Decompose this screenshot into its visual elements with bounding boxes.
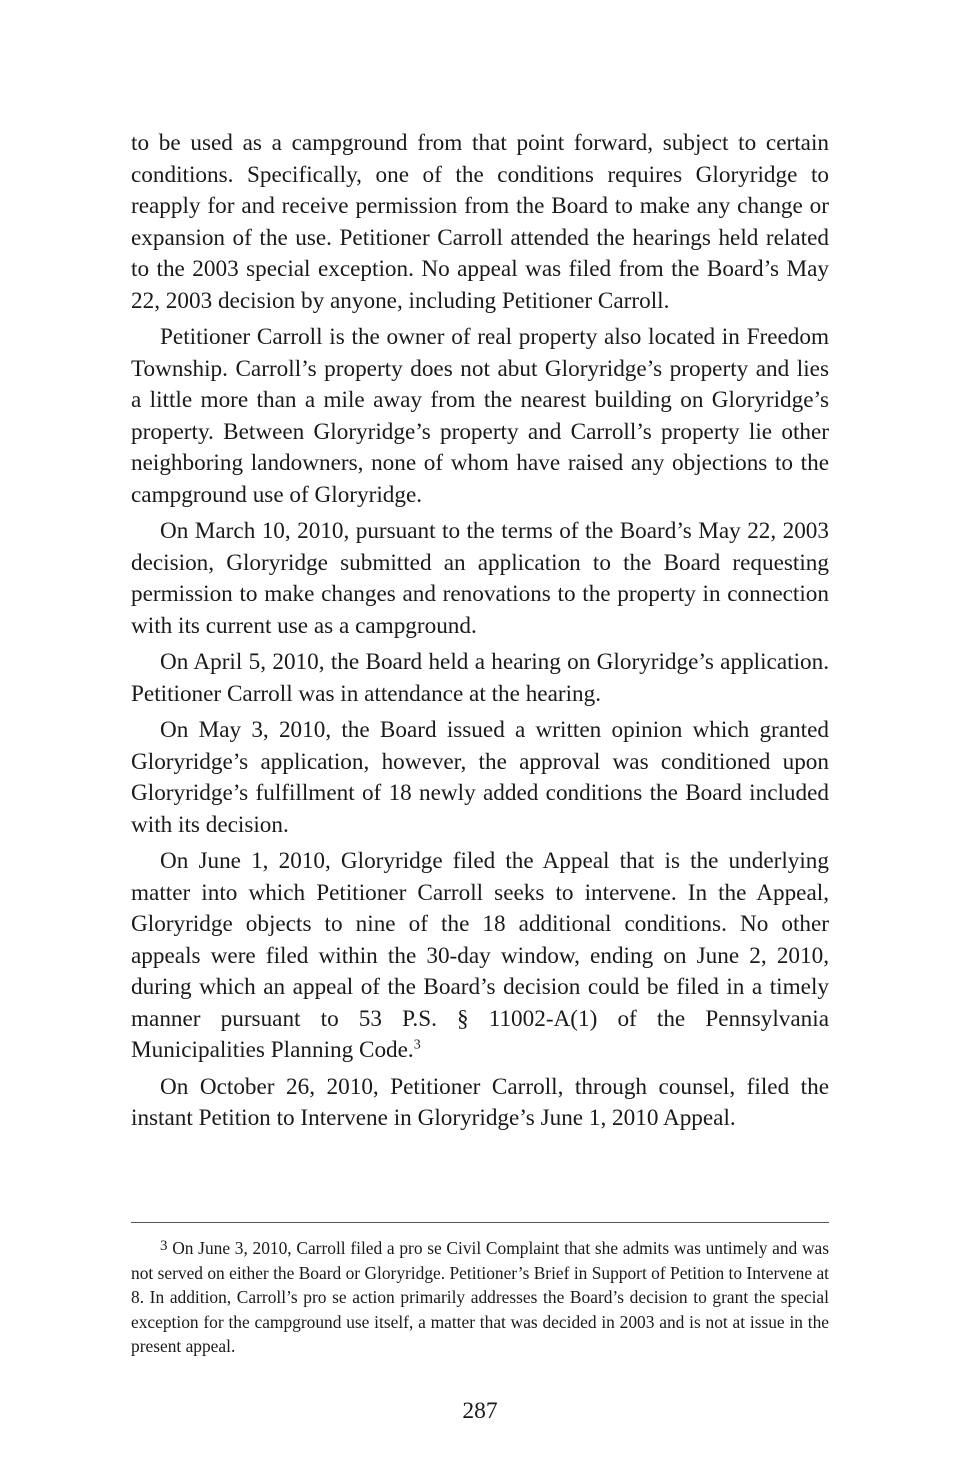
footnote-reference[interactable]: 3 [413,1037,421,1053]
body-paragraph-text: On June 1, 2010, Gloryridge filed the Appeal that is the underlying matter into which Petitioner Carroll seeks to intervene. In the Appeal, Gloryridge objects to nine of the 18 additional conditions. No other appeals were filed within the 30-day window, ending on June 2, 2010, during which an appeal of the Board’s decision could be filed in a timely manner pursuant to 53 P.S. § 11002-A(1) of the Pennsylvania Municipalities Planning Code. [131,848,829,1063]
body-paragraph: On March 10, 2010, pursuant to the terms of the Board’s May 22, 2003 decision, Gloryridge submitted an application to the Board requesting permission to make changes and renovations to the property in connection with its current use as a campground. [131,518,829,639]
body-paragraph: to be used as a campground from that point forward, subject to certain conditions. Specifically, one of the conditions requires Gloryridge to reapply for and receive permission from the Board to make any change or expansion of the use. Petitioner Carroll attended the hearings held related to the 2003 special exception. No appeal was filed from the Board’s May 22, 2003 decision by anyone, including Petitioner Carroll. [131,130,829,314]
body-paragraph: On April 5, 2010, the Board held a hearing on Gloryridge’s application. Petitioner Carroll was in attendance at the hearing. [131,649,829,707]
page-body [131,128,829,1140]
body-paragraph: Petitioner Carroll is the owner of real property also located in Freedom Township. Carroll’s property does not abut Gloryridge’s property and lies a little more than a mile away from the nearest building on Gloryridge’s property. Between Gloryridge’s property and Carroll’s property lie other neighboring landowners, none of whom have raised any objections to the campground use of Gloryridge. [131,324,829,508]
footnote [131,1236,829,1359]
footnote-text: On June 3, 2010, Carroll filed a pro se Civil Complaint that she admits was untimely and was not served on either the Board or Gloryridge. Petitioner’s Brief in Support of Petition to Intervene at 8. In addition, Carroll’s pro se action primarily addresses the Board’s decision to grant the special exception for the campground use itself, a matter that was decided in 2003 and is not at issue in the present appeal. [131,1238,829,1357]
footnote-mark: 3 [160,1238,168,1254]
body-paragraph: On October 26, 2010, Petitioner Carroll, through counsel, filed the instant Petition to Intervene in Gloryridge’s June 1, 2010 Appeal. [131,1073,829,1131]
body-paragraph-with-footnote [131,846,829,1067]
body-paragraph: On May 3, 2010, the Board issued a written opinion which granted Gloryridge’s application, however, the approval was conditioned upon Gloryridge’s fulfillment of 18 newly added conditions the Board included with its decision. [131,717,829,838]
footnote-divider [131,1222,829,1223]
page-number: 287 [462,1398,498,1424]
